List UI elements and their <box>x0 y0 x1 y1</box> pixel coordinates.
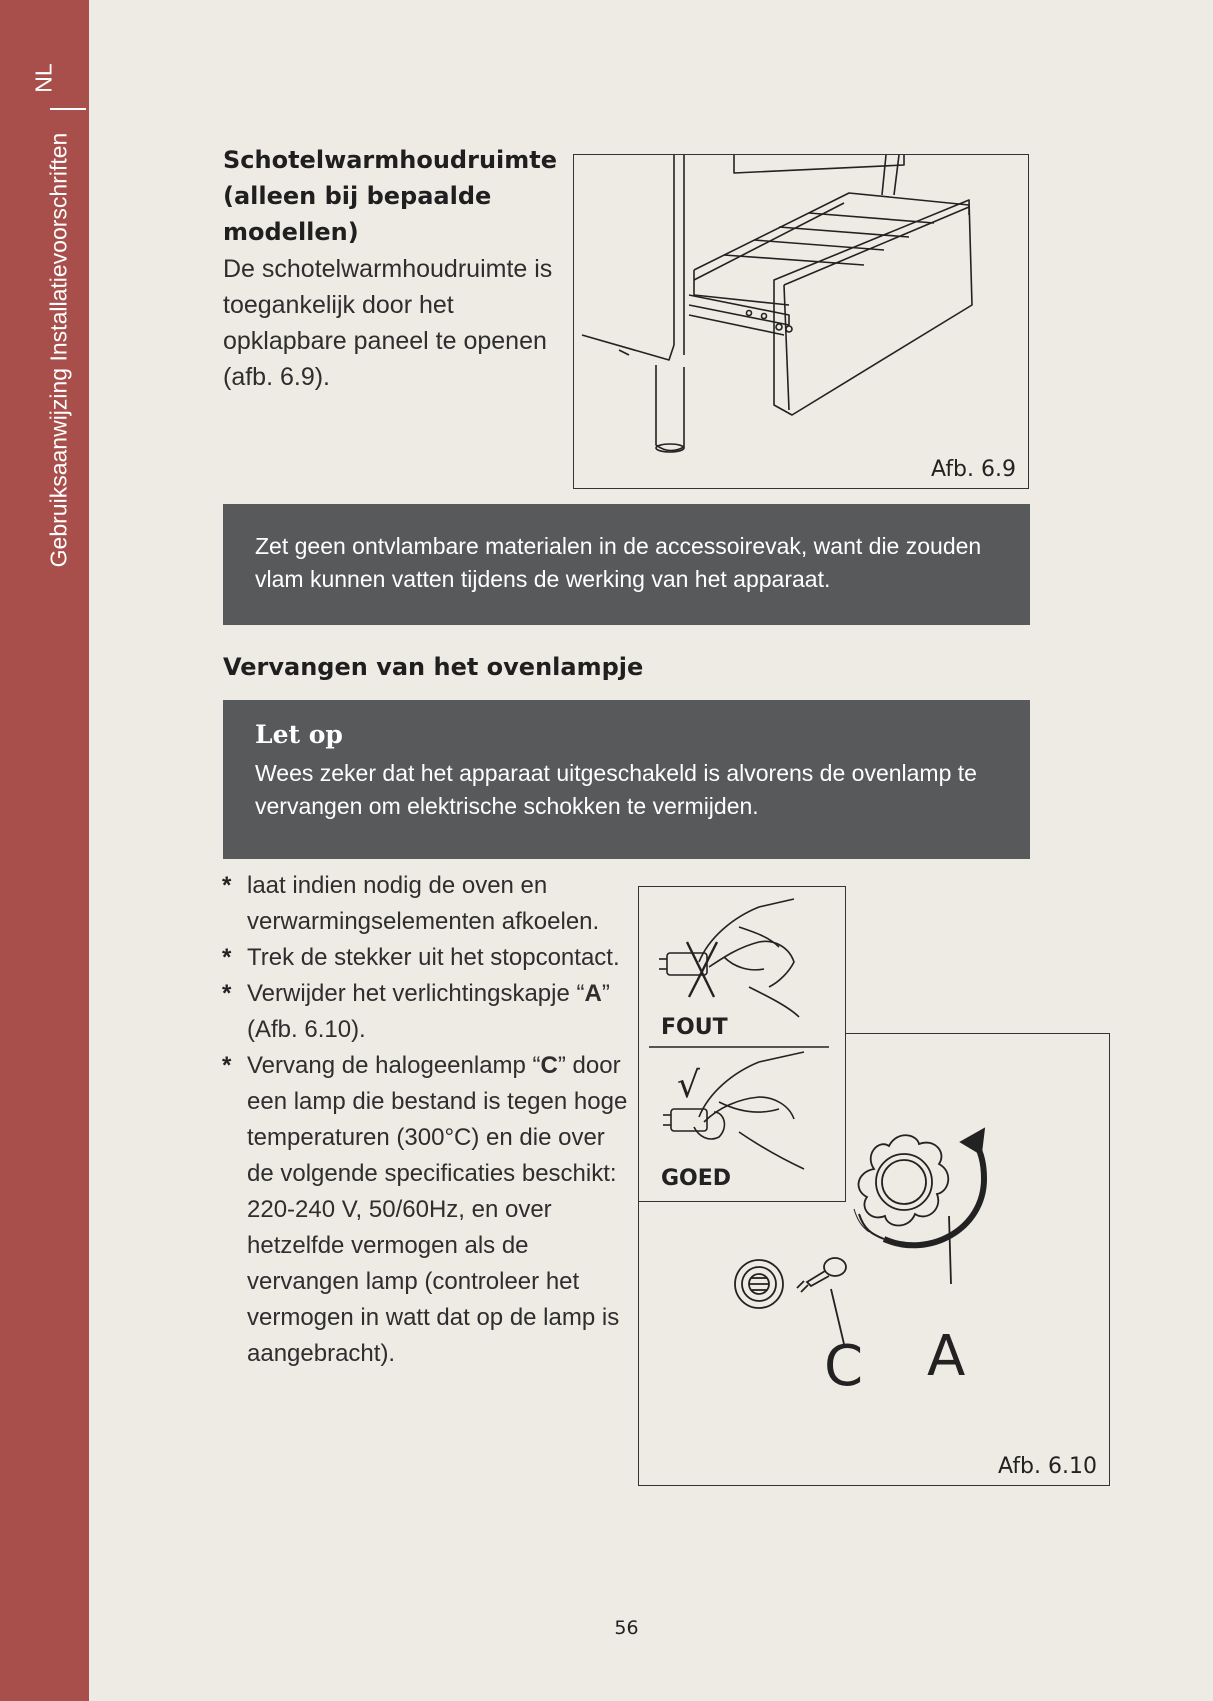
caution-text: Wees zeker dat het apparaat uitgeschakeld is alvorens de ovenlamp te vervangen om elektrische schokken te vermijden. <box>255 760 977 819</box>
step-text-after: ” door een lamp die bestand is tegen hoge temperaturen (300°C) en die over de volgende specificaties beschikt: 220-240 V, 50/60Hz, en over hetzelfde vermogen als de vervangen lamp (controleer het vermogen in watt dat op de lamp is aangebracht). <box>247 1052 628 1367</box>
bullet-marker: * <box>222 944 232 971</box>
sidebar-divider <box>50 108 86 110</box>
step-text-before: Verwijder het verlichtingskapje “ <box>247 980 585 1007</box>
language-label: NL <box>30 63 57 93</box>
bullet-marker: * <box>222 1052 232 1079</box>
list-item <box>222 940 632 976</box>
figure-caption-6-10: Afb. 6.10 <box>998 1454 1097 1479</box>
step-text: laat indien nodig de oven en verwarmingselementen afkoelen. <box>247 872 600 935</box>
warning-flammable-text: Zet geen ontvlambare materialen in de accessoirevak, want die zouden vlam kunnen vatten tijdens de werking van het apparaat. <box>255 533 982 592</box>
label-right: GOED <box>661 1166 732 1191</box>
drawer-illustration <box>574 155 1027 487</box>
list-item <box>222 868 632 940</box>
page-number: 56 <box>614 1617 639 1639</box>
bullet-marker: * <box>222 872 232 899</box>
sidebar <box>0 0 89 1701</box>
section-heading-plate-warmer: Schotelwarmhoudruimte (alleen bij bepaalde modellen) <box>223 146 558 246</box>
bulb-handling-inset <box>638 886 846 1202</box>
label-c: C <box>824 1334 864 1399</box>
bulb-handling-illustration <box>639 887 844 1200</box>
step-text: Trek de stekker uit het stopcontact. <box>247 944 620 971</box>
list-item <box>222 976 632 1048</box>
caution-box <box>223 700 1030 859</box>
figure-caption-6-9: Afb. 6.9 <box>931 457 1016 482</box>
step-text-after: ” (Afb. 6.10). <box>247 980 610 1043</box>
list-item <box>222 1048 632 1372</box>
step-text-bold: A <box>584 980 602 1007</box>
step-text-bold: C <box>540 1052 558 1079</box>
section-heading-oven-lamp: Vervangen van het ovenlampje <box>223 653 644 681</box>
steps-list <box>222 868 632 1372</box>
checkmark-icon: √ <box>677 1065 700 1106</box>
sidebar-document-title: Gebruiksaanwijzing Installatievoorschriften <box>45 132 72 568</box>
step-text-before: Vervang de halogeenlamp “ <box>247 1052 541 1079</box>
caution-title: Let op <box>255 720 343 749</box>
bullet-marker: * <box>222 980 232 1007</box>
label-wrong: FOUT <box>661 1015 728 1040</box>
figure-6-9 <box>573 154 1029 489</box>
label-a: A <box>927 1324 966 1389</box>
section-body-plate-warmer: De schotelwarmhoudruimte is toegankelijk door het opklapbare paneel te openen (afb. 6.9). <box>223 255 553 391</box>
warning-flammable-box <box>223 504 1030 625</box>
